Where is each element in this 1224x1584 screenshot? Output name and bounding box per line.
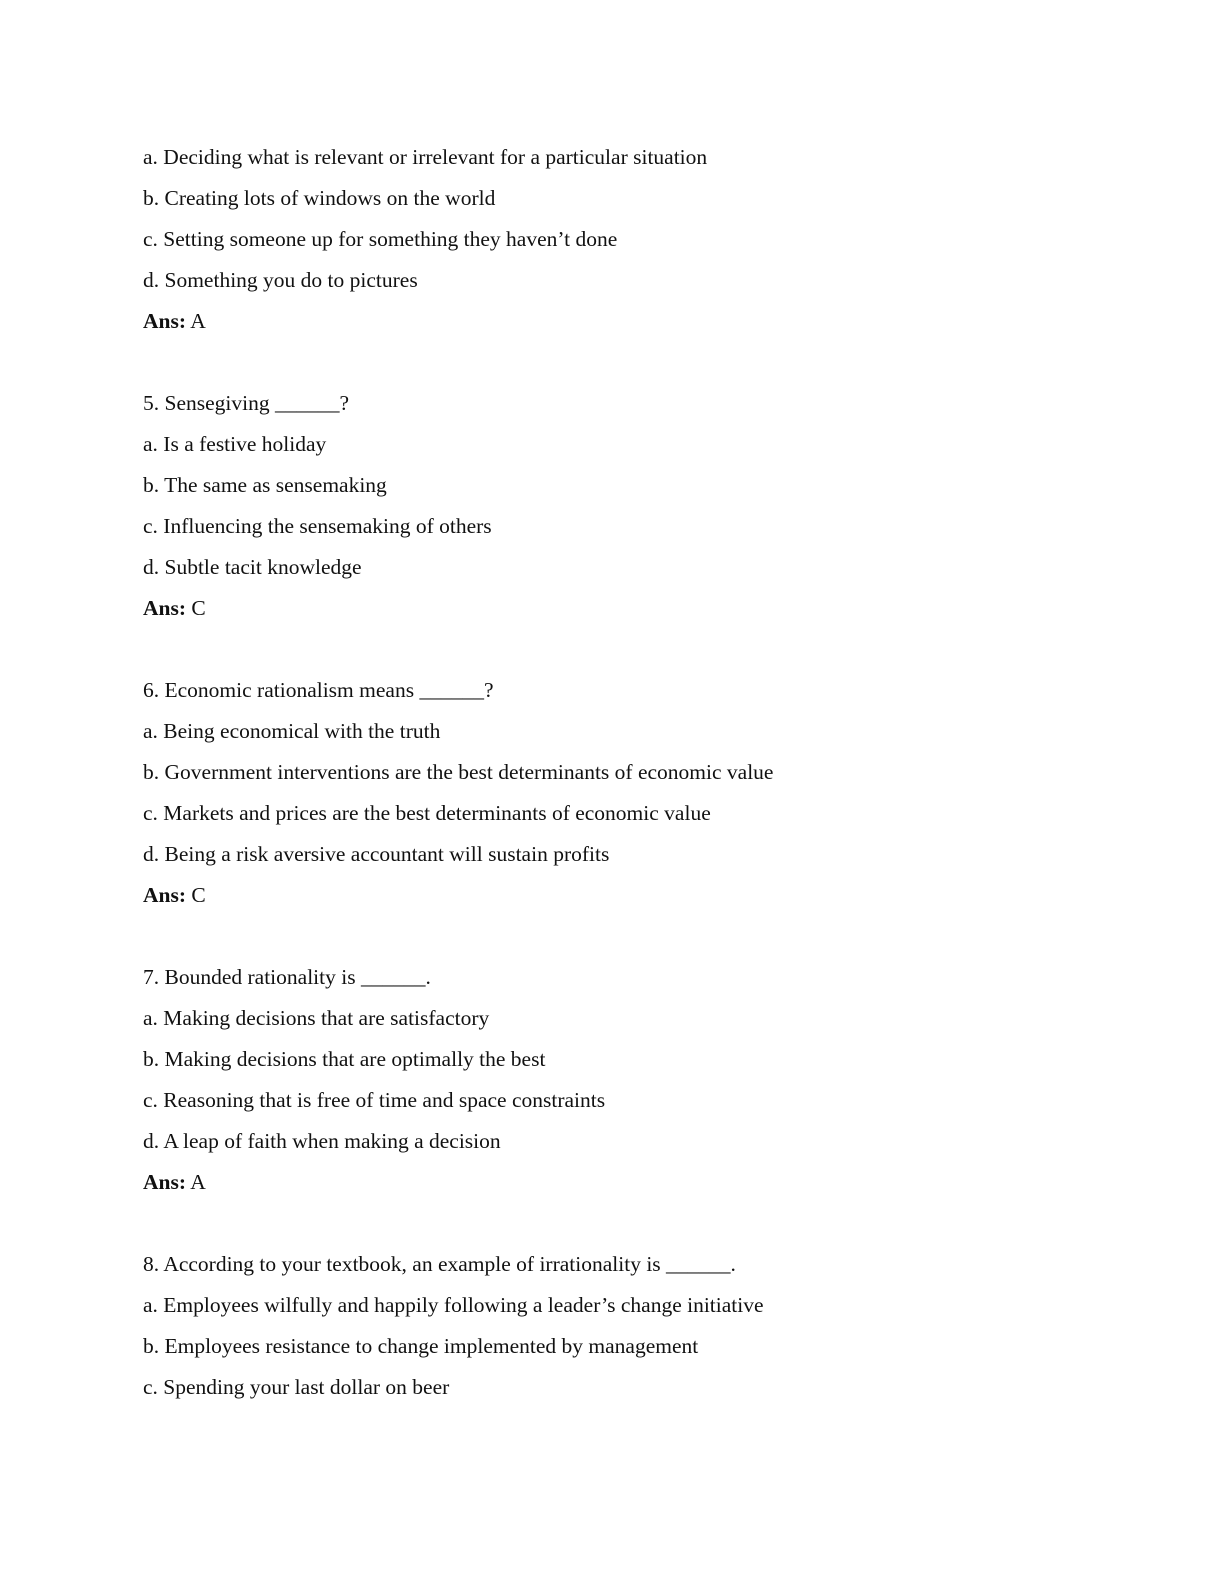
q5-option-d: d. Subtle tacit knowledge	[143, 555, 362, 579]
q7-option-d: d. A leap of faith when making a decision	[143, 1129, 501, 1153]
q7-option-a: a. Making decisions that are satisfactory	[143, 1006, 490, 1030]
q5-question: 5. Sensegiving ______?	[143, 391, 350, 415]
q5-answer	[143, 595, 206, 621]
q4-answer	[143, 308, 206, 334]
q4-answer-value: A	[190, 309, 206, 333]
q6-answer-label: Ans:	[143, 883, 187, 907]
q8-option-b: b. Employees resistance to change implemented by management	[143, 1334, 699, 1358]
q5-answer-label: Ans:	[143, 596, 187, 620]
q4-option-d: d. Something you do to pictures	[143, 268, 418, 292]
q5-option-c: c. Influencing the sensemaking of others	[143, 514, 492, 538]
q6-option-b: b. Government interventions are the best determinants of economic value	[143, 760, 774, 784]
q7-option-c: c. Reasoning that is free of time and space constraints	[143, 1088, 606, 1112]
q8-option-c: c. Spending your last dollar on beer	[143, 1375, 450, 1399]
q6-answer-value: C	[191, 883, 206, 907]
q5-option-b: b. The same as sensemaking	[143, 473, 387, 497]
q6-option-c: c. Markets and prices are the best determinants of economic value	[143, 801, 711, 825]
q4-answer-label: Ans:	[143, 309, 187, 333]
q6-option-a: a. Being economical with the truth	[143, 719, 441, 743]
q6-question: 6. Economic rationalism means ______?	[143, 678, 494, 702]
q4-option-a: a. Deciding what is relevant or irrelevant for a particular situation	[143, 145, 708, 169]
q5-option-a: a. Is a festive holiday	[143, 432, 327, 456]
q7-option-b: b. Making decisions that are optimally the best	[143, 1047, 546, 1071]
q8-question: 8. According to your textbook, an example of irrationality is ______.	[143, 1252, 736, 1276]
q4-option-b: b. Creating lots of windows on the world	[143, 186, 496, 210]
q5-answer-value: C	[191, 596, 206, 620]
q6-answer	[143, 882, 206, 908]
q6-option-d: d. Being a risk aversive accountant will sustain profits	[143, 842, 610, 866]
q7-answer-value: A	[190, 1170, 206, 1194]
q7-answer	[143, 1169, 206, 1195]
q8-option-a: a. Employees wilfully and happily following a leader’s change initiative	[143, 1293, 764, 1317]
q7-answer-label: Ans:	[143, 1170, 187, 1194]
q4-option-c: c. Setting someone up for something they haven’t done	[143, 227, 618, 251]
q7-question: 7. Bounded rationality is ______.	[143, 965, 431, 989]
